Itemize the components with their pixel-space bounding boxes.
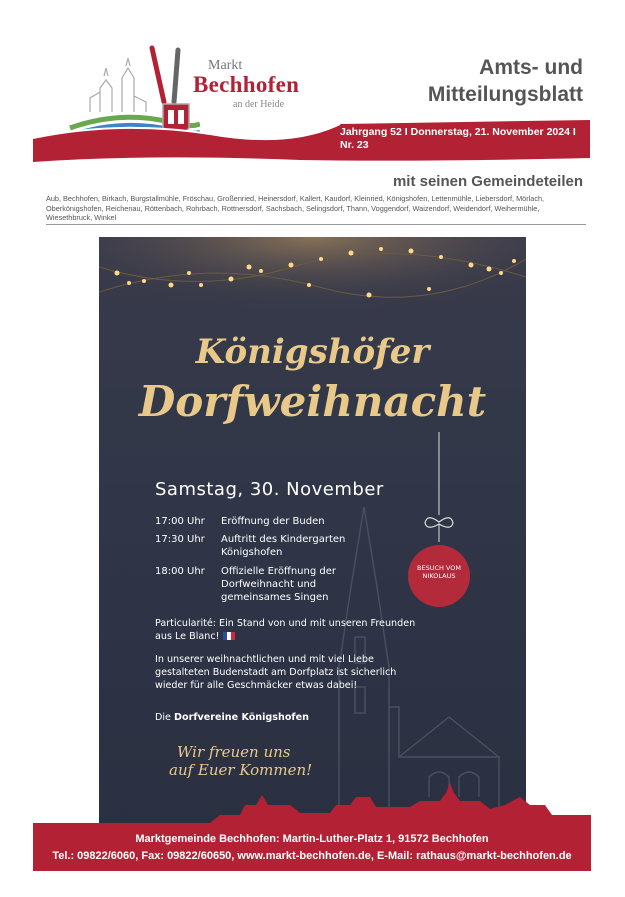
particularite-text — [155, 617, 425, 643]
schedule-time: 17:30 Uhr — [155, 534, 205, 545]
footer-address: Marktgemeinde Bechhofen: Martin-Luther-Platz 1, 91572 Bechhofen — [135, 833, 489, 845]
logo-markt-text: Markt — [208, 58, 243, 73]
publication-title-line1: Amts- und — [479, 56, 583, 79]
footer-skyline — [0, 775, 625, 831]
event-poster — [99, 237, 526, 847]
schedule-desc: Eröffnung der Buden — [221, 516, 325, 527]
schedule-item — [155, 515, 401, 528]
issue-date-line: Jahrgang 52 I Donnerstag, 21. November 2024 I — [340, 126, 576, 138]
issue-info — [340, 126, 585, 152]
poster-paragraph: In unserer weihnachtlichen und mit viel Liebe gestalteten Budenstadt am Dorfplatz ist sicherlich wieder für alle Geschmäcker etwas dabei! — [155, 654, 397, 691]
districts-heading: mit seinen Gemeindeteilen — [392, 173, 583, 190]
issue-number: Nr. 23 — [340, 139, 369, 151]
districts-list: Aub, Bechhofen, Birkach, Burgstallmühle, Fröschau, Großenried, Heinersdorf, Kallert, Kaudorf, Kleinried, Königshofen, Lettenmühle, Liebersdorf, Mörlach, Oberkönigshofen, Reichenau, Röttenbach, Rohrbach, Rottnersdorf, Sachsbach, Selingsdorf, Thann, Voggendorf, Waizendorf, Weidendorf, Weihermühle, Wiesethbruck, Winkel — [46, 194, 545, 223]
event-date: Samstag, 30. November — [155, 479, 384, 500]
header-divider — [46, 224, 586, 225]
organizer-signature — [155, 712, 309, 723]
schedule-time: 17:00 Uhr — [155, 516, 205, 527]
logo-subtitle-text: an der Heide — [233, 99, 285, 110]
french-flag-icon — [223, 632, 235, 640]
closing-script-line2: auf Euer Kommen! — [169, 761, 313, 779]
logo-name-text: Bechhofen — [193, 72, 300, 97]
schedule-desc: Auftritt des Kindergarten Königshofen — [221, 534, 346, 558]
schedule-time: 18:00 Uhr — [155, 566, 205, 577]
schedule-item — [155, 533, 371, 559]
footer-contact: Tel.: 09822/6060, Fax: 09822/60650, www.markt-bechhofen.de, E-Mail: rathaus@markt-bechhofen.de — [52, 850, 572, 862]
schedule-item — [155, 565, 371, 604]
schedule-desc: Offizielle Eröffnung der Dorfweihnacht und gemeinsames Singen — [221, 566, 336, 603]
nikolaus-ornament-badge: BESUCH VOM NIKOLAUS — [408, 545, 470, 607]
organizer-prefix: Die — [155, 712, 171, 723]
publication-title-line2: Mitteilungsblatt — [427, 83, 583, 106]
organizer-name: Dorfvereine Königshofen — [174, 712, 309, 723]
closing-script-line1: Wir freuen uns — [177, 743, 291, 761]
poster-title-line2: Dorfweihnacht — [138, 377, 487, 426]
particularite-label: Particularité: Ein Stand von und mit unseren Freunden aus Le Blanc! — [155, 618, 416, 642]
poster-title-line1: Königshöfer — [195, 332, 430, 372]
